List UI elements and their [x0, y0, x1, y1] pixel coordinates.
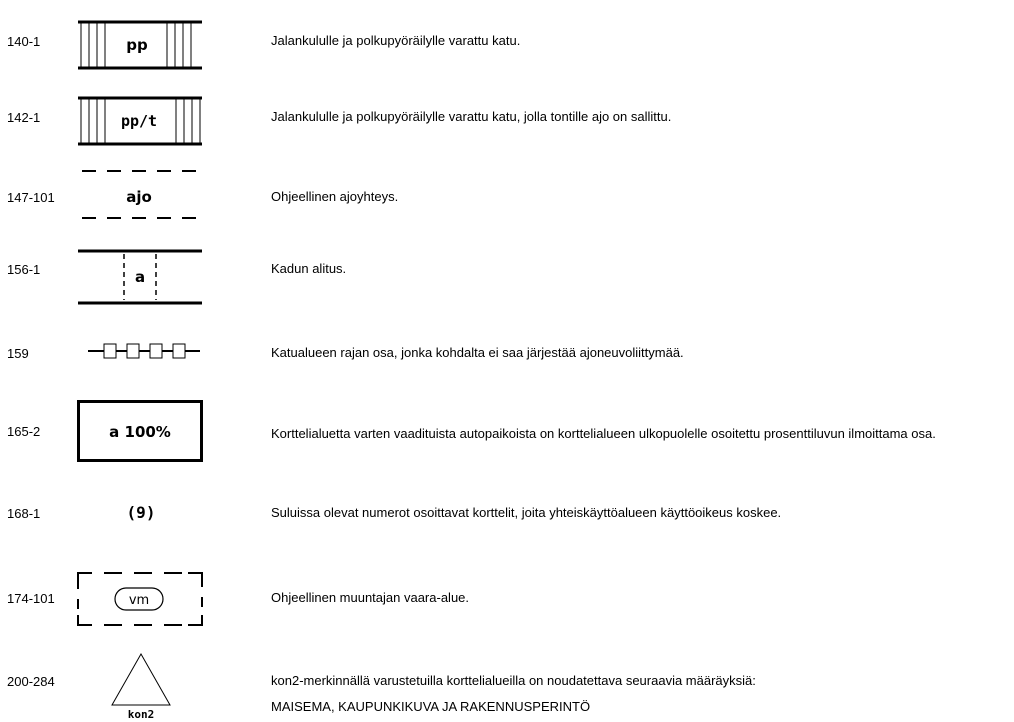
symbol-label: a	[134, 268, 146, 286]
pedestrian-street-symbol	[78, 20, 202, 70]
legend-code: 174-101	[7, 591, 55, 606]
legend-code: 159	[7, 346, 29, 361]
legend-description: Suluissa olevat numerot osoittavat korttelit, joita yhteiskäyttöalueen käyttöoikeus koskee.	[271, 505, 782, 520]
legend-description: Korttelialuetta varten vaadituista autopaikoista on korttelialueen ulkopuolelle osoitettu prosenttiluvun ilmoittama osa.	[271, 426, 936, 441]
legend-description: Ohjeellinen muuntajan vaara-alue.	[271, 590, 470, 605]
symbol-label: kon2	[127, 708, 155, 720]
legend-code: 200-284	[7, 674, 55, 689]
triangle-icon	[110, 652, 172, 720]
section-subheading: MAISEMA, KAUPUNKIKUVA JA RAKENNUSPERINTÖ	[271, 699, 591, 714]
legend-description: Ohjeellinen ajoyhteys.	[271, 189, 399, 204]
no-vehicle-access-boundary-symbol	[88, 340, 202, 362]
legend-description: Katualueen rajan osa, jonka kohdalta ei saa järjestää ajoneuvoliittymää.	[271, 345, 684, 360]
legend-code: 142-1	[7, 110, 41, 125]
pedestrian-street-driveway-symbol	[78, 96, 202, 146]
legend-code: 156-1	[7, 262, 41, 277]
legend-code: 165-2	[7, 424, 41, 439]
legend-code: 168-1	[7, 506, 41, 521]
driving-connection-symbol	[78, 168, 202, 222]
symbol-label: pp	[126, 36, 148, 54]
street-underpass-symbol	[78, 248, 202, 306]
symbol-label: pp/t	[120, 112, 158, 130]
symbol-label: vm	[128, 593, 150, 608]
legend-code: 140-1	[7, 34, 41, 49]
symbol-label: a 100%	[109, 423, 171, 441]
block-number-symbol: (9)	[126, 503, 156, 522]
legend-description: Jalankululle ja polkupyöräilylle varattu katu.	[271, 33, 521, 48]
legend-code: 147-101	[7, 190, 55, 205]
legend-description: Jalankululle ja polkupyöräilylle varattu katu, jolla tontille ajo on sallittu.	[271, 109, 672, 124]
transformer-hazard-area-symbol	[76, 571, 204, 627]
parking-share-symbol	[77, 400, 203, 462]
legend-description: kon2-merkinnällä varustetuilla korttelialueilla on noudatettava seuraavia määräyksiä:	[271, 673, 756, 688]
legend-description: Kadun alitus.	[271, 261, 347, 276]
symbol-label: ajo	[126, 188, 152, 206]
